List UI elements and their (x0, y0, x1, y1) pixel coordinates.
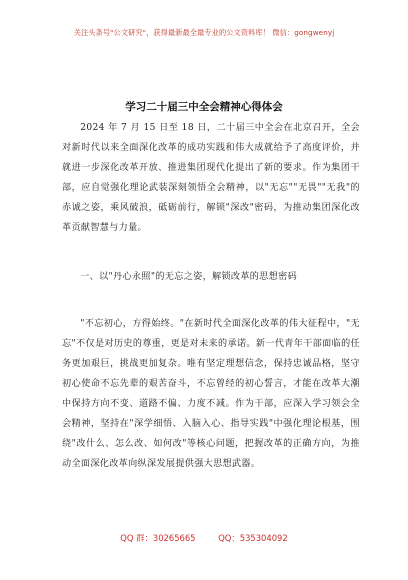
qq-number: QQ：535304092 (218, 533, 288, 543)
section-paragraph: "不忘初心，方得始终。"在新时代全面深化改革的伟大征程中，"无忘"不仅是对历史的尊重，更是对未来的承诺。新一代青年干部面临的任务更加艰巨，挑战更加复杂。唯有坚定理想信念，保持忠诚品格，坚守初心使命不忘先辈的艰苦奋斗，不忘曾经的初心誓言，才能在改革大潮中保持方向不变、道路不偏、力度不减。作为干部，应深入学习领会全会精神，坚持在"深学细悟、入脑入心、指导实践"中强化理论根基，围绕"改什么、怎么改、如何改"等核心问题，把握改革的正确方向，为推动全面深化改革向纵深发展提供强大思想武器。 (62, 319, 360, 469)
section-heading: 一、以"丹心永照"的无忘之姿，解锁改革的思想密码 (80, 272, 298, 282)
document-title: 学习二十届三中全会精神心得体会 (125, 101, 283, 113)
intro-paragraph: 2024 年 7 月 15 日至 18 日，二十届三中全会在北京召开，全会对新时代以来全面深化改革的成功实践和伟大成就给予了高度评价，并就进一步深化改革开放、推进集团现代化提出了新的要求。作为集团干部，应自觉强化理论武装深刻领悟全会精神，以"无忘""无畏""无我"的赤诚之姿，乘风破浪，砥砺前行，解锁"深改"密码，为推动集团深化改革贡献智慧与力量。 (62, 123, 360, 233)
qq-group-number: QQ 群：30265665 (120, 533, 196, 543)
promo-header: 关注头条号"公文研究"，获得最新最全最专业的公文资料库！ 微信：gongwenyj (73, 28, 335, 37)
contact-footer (0, 532, 408, 544)
